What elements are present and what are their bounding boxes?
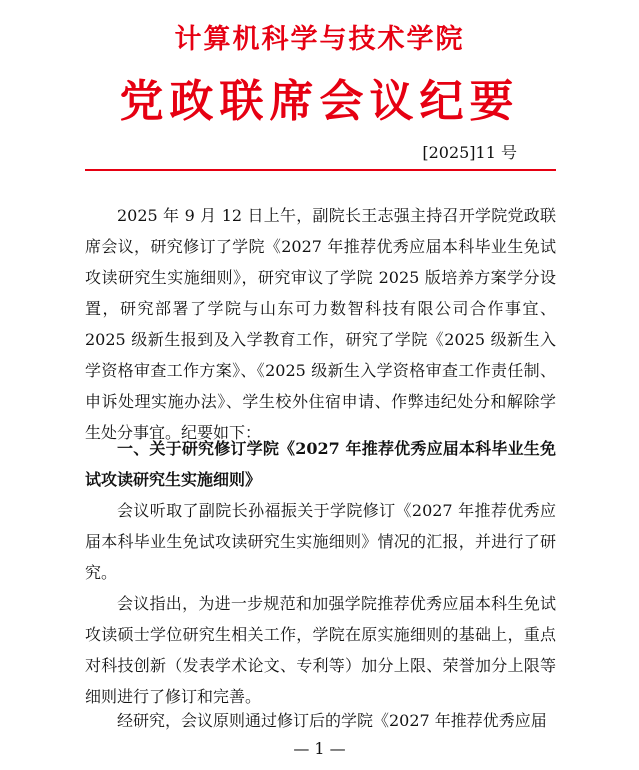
body-paragraph-2: 会议听取了副院长孙福振关于学院修订《2027 年推荐优秀应届本科毕业生免试攻读研究生实施细则》情况的汇报，并进行了研究。 <box>85 501 556 582</box>
body-paragraph-4: 经研究，会议原则通过修订后的学院《2027 年推荐优秀应届 <box>117 711 547 730</box>
red-divider-line <box>85 169 556 171</box>
body-paragraph-3: 会议指出，为进一步规范和加强学院推荐优秀应届本科生免试攻读硕士学位研究生相关工作，学院在原实施细则的基础上，重点对科技创新（发表学术论文、专利等）加分上限、荣誉加分上限等细则进行了修订和完善。 <box>85 594 556 706</box>
section-heading-1: 一、关于研究修订学院《2027 年推荐优秀应届本科毕业生免试攻读研究生实施细则》 <box>85 439 556 489</box>
organization-name: 计算机科学与技术学院 <box>174 24 465 55</box>
body-paragraph-intro: 2025 年 9 月 12 日上午，副院长王志强主持召开学院党政联席会议，研究修订了学院《2027 年推荐优秀应届本科毕业生免试攻读研究生实施细则》，研究审议了学院 2025 版培养方案学分设置，研究部署了学院与山东可力数智科技有限公司合作事宜、2025 级新生报到及入学教育工作，研究了学院《2025 级新生入学资格审查工作方案》、《2025 级新生入学资格审查工作责任制、申诉处理实施办法》、学生校外住宿申请、作弊违纪处分和解除学生处分事宜。纪要如下： <box>85 206 556 442</box>
page-number: — 1 — <box>293 739 346 758</box>
document-number: [2025]11 号 <box>422 143 517 162</box>
document-title: 党政联席会议纪要 <box>119 76 520 127</box>
